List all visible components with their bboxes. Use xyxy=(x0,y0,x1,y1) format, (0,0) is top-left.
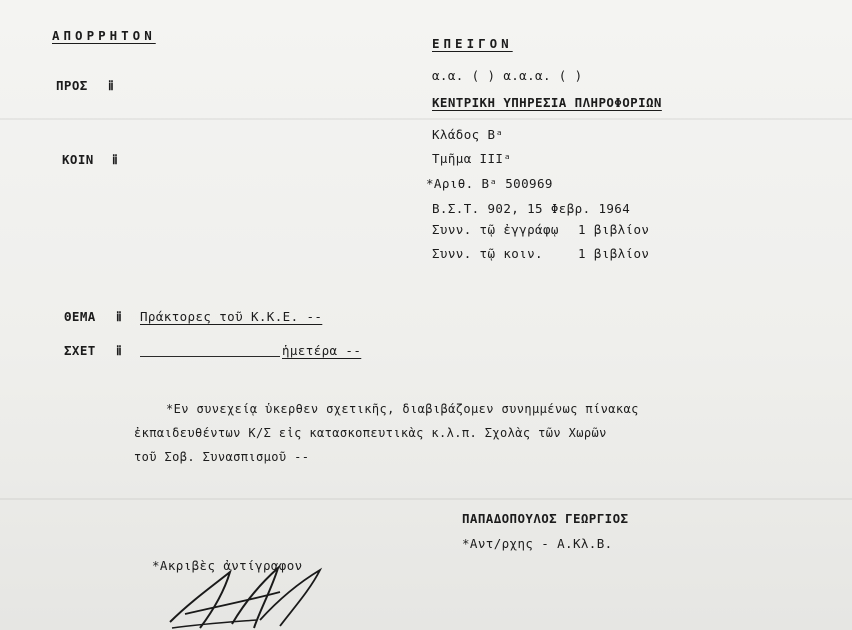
related-value: ἡμετέρα -- xyxy=(282,343,362,358)
protocol-number: *Αριθ. Bᵃ 500969 xyxy=(426,176,553,191)
subject-value: Πράκτορες τοῦ Κ.Κ.Ε. -- xyxy=(140,309,323,324)
related-blank-line xyxy=(140,356,280,357)
to-marker: ⅱ xyxy=(108,78,115,93)
subject-marker: ⅱ xyxy=(116,309,123,324)
enclosure-1-value: 1 βιβλίον xyxy=(578,222,650,237)
related-marker: ⅱ xyxy=(116,343,123,358)
service-name: ΚΕΝΤΡΙΚΗ ΥΠΗΡΕΣΙΑ ΠΛΗΡΟΦΟΡΙΩΝ xyxy=(432,95,662,110)
handwritten-signature xyxy=(160,562,350,630)
related-label: ΣΧΕΤ xyxy=(64,343,96,358)
classification-secret: ΑΠΟΡΡΗΤΟΝ xyxy=(52,28,156,43)
signatory-title: *Αντ/ρχης - Α.Κλ.Β. xyxy=(462,536,613,551)
section: Τμῆμα IIIᵃ xyxy=(432,151,512,166)
paper-crease xyxy=(0,118,852,120)
to-label: ΠΡΟΣ xyxy=(56,78,88,93)
certified-copy-note: *Ακριβὲς ἀντίγραφον xyxy=(152,558,303,573)
body-line-1: *Εν συνεχείᾳ ὑκερθεν σχετικῆς, διαβιβάζομεν συνημμένως πίνακας xyxy=(166,402,639,416)
paper-crease xyxy=(0,498,852,500)
enclosure-2-value: 1 βιβλίον xyxy=(578,246,650,261)
cc-marker: ⅱ xyxy=(112,152,119,167)
cc-label: ΚΟΙΝ xyxy=(62,152,94,167)
body-line-2: ἐκπαιδευθέντων Κ/Σ εἰς κατασκοπευτικὰς κ.λ.π. Σχολὰς τῶν Χωρῶν xyxy=(134,426,607,440)
subject-label: ΘΕΜΑ xyxy=(64,309,96,324)
branch: Κλάδος Βᵃ xyxy=(432,127,504,142)
signatory-name: ΠΑΠΑΔΟΠΟΥΛΟΣ ΓΕΩΡΓΙΟΣ xyxy=(462,511,629,526)
classification-urgent: ΕΠΕΙΓΟΝ xyxy=(432,36,513,51)
post-and-date: Β.Σ.Τ. 902, 15 Φεβρ. 1964 xyxy=(432,201,631,216)
enclosure-2-label: Συνν. τῷ κοιν. xyxy=(432,246,543,261)
body-line-3: τοῦ Σοβ. Συνασπισμοῦ -- xyxy=(134,450,310,464)
aa-line: α.α. ( ) α.α.α. ( ) xyxy=(432,68,583,83)
enclosure-1-label: Συνν. τῷ ἐγγράφῳ xyxy=(432,222,559,237)
